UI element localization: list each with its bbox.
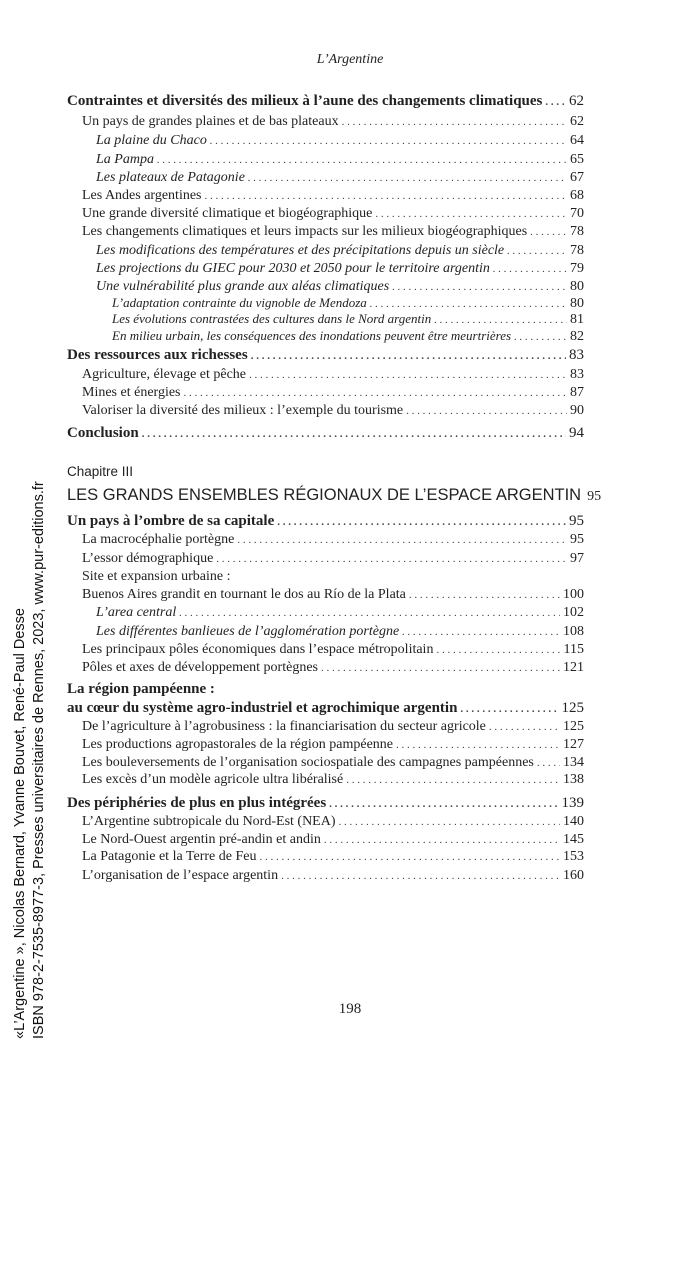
toc-entry	[96, 260, 584, 278]
dot-leader	[277, 513, 566, 531]
dot-leader	[339, 813, 561, 831]
toc-entry-page: 140	[563, 814, 584, 829]
toc-entry-page: 115	[563, 642, 584, 657]
dot-leader	[249, 366, 567, 384]
toc-entry	[67, 346, 584, 365]
toc-entry-title: Valoriser la diversité des milieux : l’exemple du tourisme	[82, 403, 404, 418]
toc-entry-title: Des ressources aux richesses	[67, 347, 248, 363]
dot-leader	[375, 205, 567, 223]
toc-entry	[82, 754, 584, 772]
toc-entry	[82, 366, 584, 384]
dot-leader	[251, 347, 566, 365]
toc-entry-page: 95	[587, 489, 602, 504]
toc-entry-title: L’adaptation contrainte du vignoble de Mendoza	[112, 295, 367, 310]
toc-entry-title: Contraintes et diversités des milieux à l’aune des changements climatiques	[67, 93, 543, 109]
toc-entry-title: Une grande diversité climatique et biogéographique	[82, 206, 373, 221]
toc-entry	[82, 848, 584, 866]
toc-entry-title: L’area central	[96, 605, 177, 620]
toc-entry	[82, 113, 584, 131]
toc-entry-page: 67	[570, 170, 584, 185]
dot-leader	[210, 132, 567, 150]
dot-leader	[514, 328, 567, 346]
toc-entry-page: 121	[563, 660, 584, 675]
toc-entry-page: 134	[563, 755, 584, 770]
toc-entry-page: 65	[570, 152, 584, 167]
toc-entry-page: 95	[570, 532, 584, 547]
toc-entry-page: 83	[570, 367, 584, 382]
toc-entry	[67, 424, 584, 443]
dot-leader	[409, 586, 560, 604]
copyright-line-1: «L’Argentine », Nicolas Bernard, Yvanne Bouvet, René-Paul Desse	[12, 608, 28, 1039]
toc-entry	[82, 384, 584, 402]
toc-entry-title: La macrocéphalie portègne	[82, 532, 235, 547]
toc-entry	[82, 641, 584, 659]
toc-entry	[96, 604, 584, 622]
dot-leader	[281, 867, 560, 885]
toc-entry-page: 78	[570, 243, 584, 258]
toc-entry	[112, 327, 584, 346]
dot-leader	[493, 260, 567, 278]
toc-entry	[82, 402, 584, 420]
toc-entry-title: Mines et énergies	[82, 385, 181, 400]
toc-entry-page: 97	[570, 551, 584, 566]
toc-entry	[96, 169, 584, 187]
toc-entry	[67, 92, 584, 111]
toc-entry-page: 95	[569, 513, 584, 529]
toc-entry-title: La plaine du Chaco	[96, 133, 207, 148]
dot-leader	[460, 700, 558, 718]
toc-entry-title: De l’agriculture à l’agrobusiness : la financiarisation du secteur agricole	[82, 719, 486, 734]
toc-entry	[96, 151, 584, 169]
toc-entry-page: 90	[570, 403, 584, 418]
running-header: L’Argentine	[316, 52, 384, 67]
toc-entry-page: 80	[570, 296, 584, 311]
toc-entry-page: 79	[570, 261, 584, 276]
toc-entry-page: 80	[570, 279, 584, 294]
dot-leader	[396, 736, 560, 754]
toc-entry-page: 160	[563, 868, 584, 883]
toc-entry	[96, 623, 584, 641]
toc-entry	[82, 223, 584, 241]
dot-leader	[406, 402, 567, 420]
toc-entry-title: La Pampa	[96, 152, 154, 167]
copyright-notice	[11, 279, 49, 1279]
toc-entry-title: Un pays à l’ombre de sa capitale	[67, 513, 275, 529]
toc-entry-page: 62	[569, 93, 584, 109]
toc-entry-page: 78	[570, 224, 584, 239]
toc-entry-page: 127	[563, 737, 584, 752]
toc-entry-title: La région pampéenne :	[67, 681, 215, 697]
toc-entry	[82, 568, 584, 586]
toc-entry-title: Les changements climatiques et leurs impacts sur les milieux biogéographiques	[82, 224, 528, 239]
toc-entry-title: Site et expansion urbaine :	[82, 569, 231, 584]
toc-entry-title: Les Andes argentines	[82, 188, 202, 203]
toc-entry	[82, 771, 584, 789]
toc-entry-page: 64	[570, 133, 584, 148]
toc-entry	[82, 187, 584, 205]
toc-entry-page: 83	[569, 347, 584, 363]
toc-entry	[67, 486, 602, 506]
dot-leader	[216, 550, 567, 568]
toc-entry	[67, 699, 584, 718]
toc-entry-title: Les principaux pôles économiques dans l’espace métropolitain	[82, 642, 434, 657]
toc-entry	[67, 512, 584, 531]
toc-entry-title: LES GRANDS ENSEMBLES RÉGIONAUX DE L’ESPACE ARGENTIN	[67, 486, 582, 504]
toc-entry	[96, 242, 584, 260]
dot-leader	[436, 641, 560, 659]
dot-leader	[530, 223, 567, 241]
toc-entry-page: 68	[570, 188, 584, 203]
toc-entry	[82, 586, 584, 604]
toc-entry-page: 94	[569, 425, 584, 441]
toc-entry-title: Un pays de grandes plaines et de bas plateaux	[82, 114, 339, 129]
toc-entry-title: Le Nord-Ouest argentin pré-andin et andin	[82, 832, 321, 847]
toc-entry-title: Buenos Aires grandit en tournant le dos au Río de la Plata	[82, 587, 406, 602]
toc-entry-page: 125	[561, 700, 584, 716]
page-number: 198	[338, 1001, 362, 1017]
toc-entry-title: Les différentes banlieues de l’agglomération portègne	[96, 624, 400, 639]
toc-entry-title: Les projections du GIEC pour 2030 et 2050 pour le territoire argentin	[96, 261, 490, 276]
toc-entry	[82, 813, 584, 831]
toc-entry	[67, 463, 584, 481]
toc-entry-page: 138	[563, 772, 584, 787]
toc-entry	[82, 550, 584, 568]
dot-leader	[205, 187, 568, 205]
toc-entry-page: 139	[561, 795, 584, 811]
toc-entry-page: 87	[570, 385, 584, 400]
dot-leader	[179, 604, 560, 622]
toc-entry-page: 145	[563, 832, 584, 847]
toc-entry-title: Agriculture, élevage et pêche	[82, 367, 247, 382]
toc-entry-title: La Patagonie et la Terre de Feu	[82, 849, 257, 864]
toc-entry-page: 70	[570, 206, 584, 221]
toc-entry-page: 108	[563, 624, 584, 639]
copyright-line-2: ISBN 978-2-7535-8977-3, Presses universitaires de Rennes, 2023, www.pur-editions.fr	[31, 481, 47, 1039]
toc-entry-title: au cœur du système agro-industriel et agrochimique argentin	[67, 700, 458, 716]
toc-entry-title: Les évolutions contrastées des cultures dans le Nord argentin	[112, 311, 432, 326]
dot-leader	[402, 623, 560, 641]
toc-entry	[82, 205, 584, 223]
toc-entry	[82, 867, 584, 885]
toc-entry-page: 100	[563, 587, 584, 602]
toc-entry	[67, 680, 584, 698]
dot-leader	[346, 771, 560, 789]
toc-entry-title: Les bouleversements de l’organisation sociospatiale des campagnes pampéennes	[82, 755, 534, 770]
toc-entry-title: Les plateaux de Patagonie	[96, 170, 245, 185]
toc-entry	[82, 718, 584, 736]
toc-entry-title: L’organisation de l’espace argentin	[82, 868, 279, 883]
toc-entry-title: Les productions agropastorales de la région pampéenne	[82, 737, 394, 752]
dot-leader	[248, 169, 567, 187]
toc-entry-page: 81	[570, 312, 584, 327]
toc-entry	[82, 831, 584, 849]
toc-entry-title: L’essor démographique	[82, 551, 214, 566]
toc-entry	[82, 531, 584, 549]
toc-entry-title: Pôles et axes de développement portègnes	[82, 660, 318, 675]
toc-entry-page: 82	[570, 329, 584, 344]
toc-entry	[67, 794, 584, 813]
dot-leader	[237, 531, 567, 549]
dot-leader	[157, 151, 567, 169]
dot-leader	[507, 242, 567, 260]
dot-leader	[184, 384, 568, 402]
dot-leader	[329, 795, 558, 813]
toc-entry-title: L’Argentine subtropicale du Nord-Est (NEA)	[82, 814, 336, 829]
toc-entry-title: Des périphéries de plus en plus intégrées	[67, 795, 327, 811]
toc-entry-title: Les excès d’un modèle agricole ultra libéralisé	[82, 772, 344, 787]
dot-leader	[142, 425, 566, 443]
dot-leader	[489, 718, 560, 736]
toc-entry-title: Chapitre III	[67, 464, 134, 479]
toc-entry-page: 62	[570, 114, 584, 129]
toc-entry	[96, 132, 584, 150]
toc-entry-title: Une vulnérabilité plus grande aux aléas climatiques	[96, 279, 390, 294]
toc-entry	[82, 659, 584, 677]
dot-leader	[321, 659, 560, 677]
toc-entry-page: 125	[563, 719, 584, 734]
toc-entry-title: Conclusion	[67, 425, 139, 441]
toc-entry	[82, 736, 584, 754]
toc-entry-title: En milieu urbain, les conséquences des inondations peuvent être meurtrières	[112, 328, 512, 343]
dot-leader	[537, 754, 560, 772]
dot-leader	[342, 113, 567, 131]
toc-entry-page: 153	[563, 849, 584, 864]
toc-entry-page: 102	[563, 605, 584, 620]
dot-leader	[259, 848, 560, 866]
toc-entry-title: Les modifications des températures et des précipitations depuis un siècle	[96, 243, 505, 258]
dot-leader	[324, 831, 560, 849]
dot-leader	[545, 93, 566, 111]
